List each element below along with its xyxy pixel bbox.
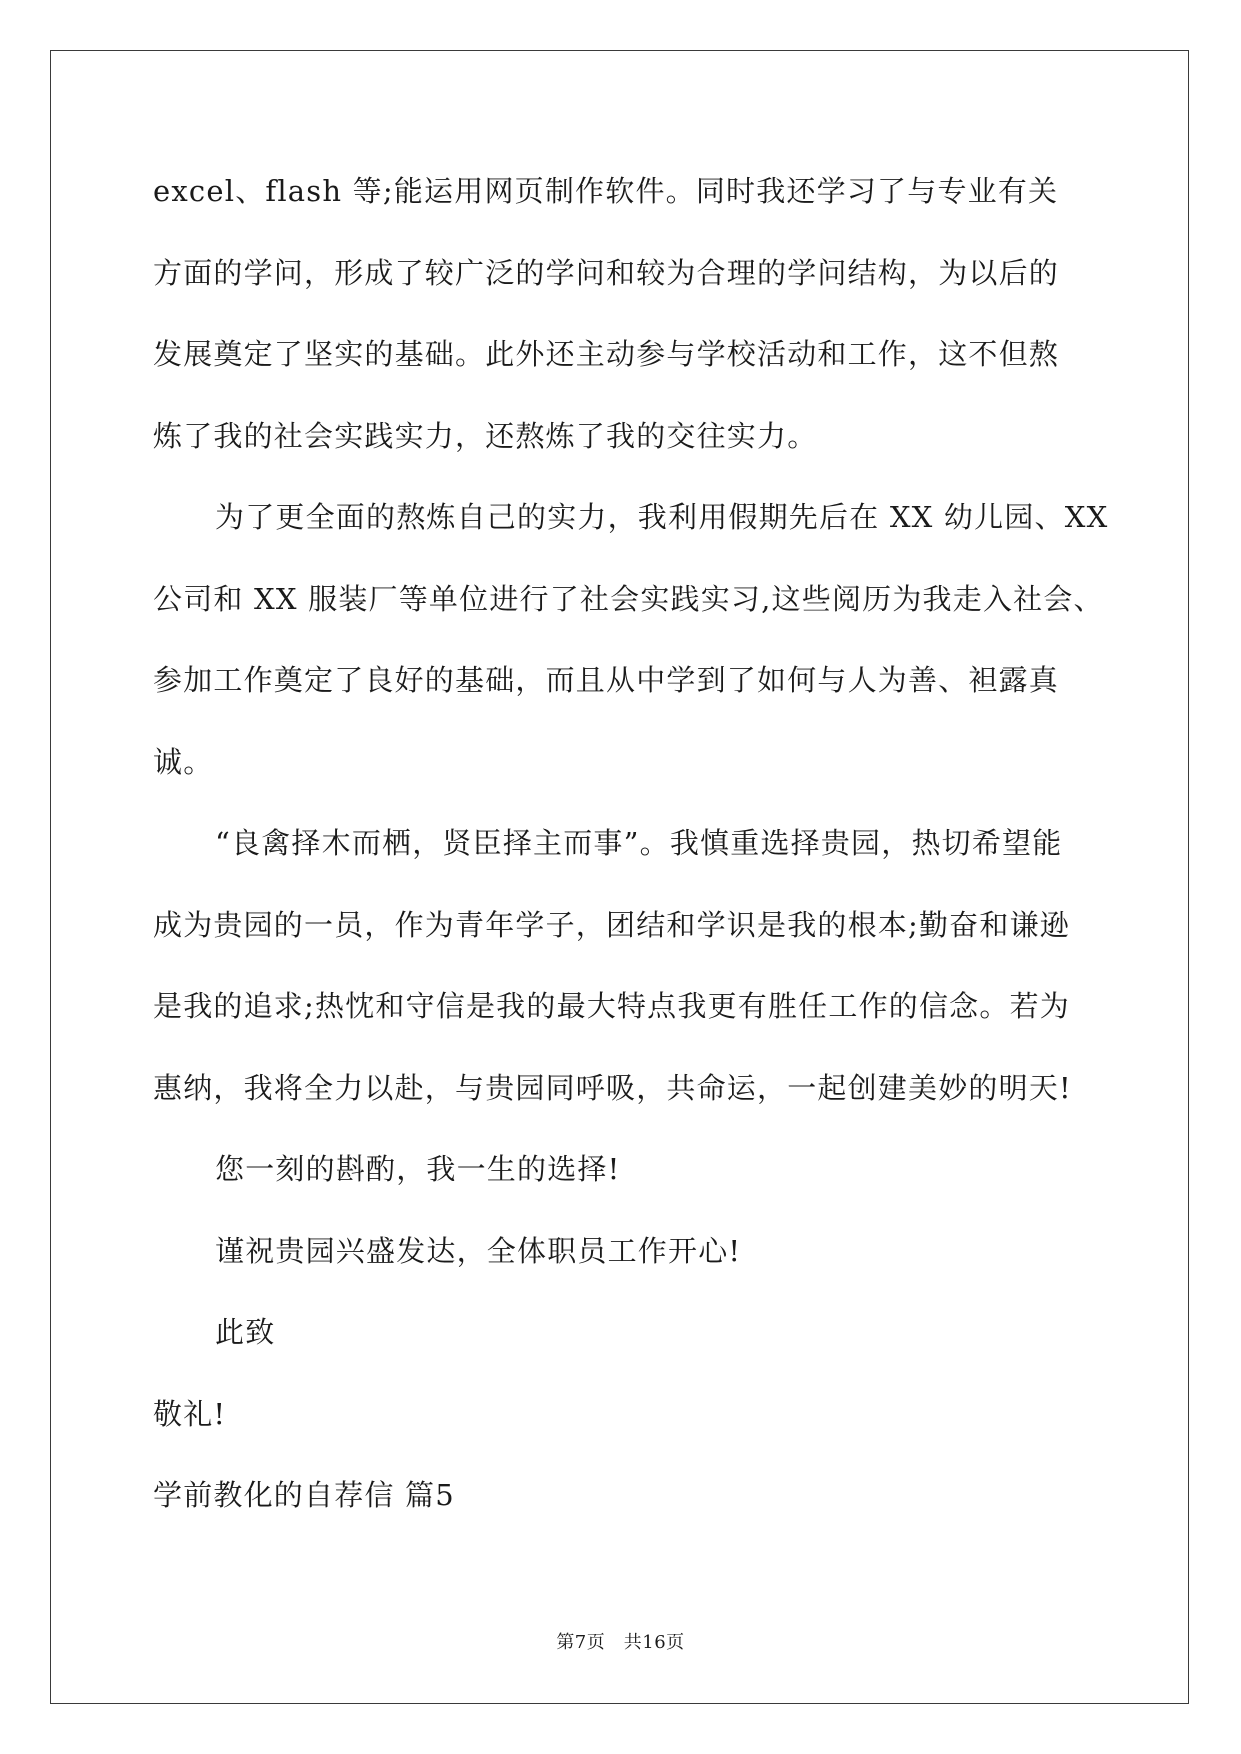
paragraph-line: 炼了我的社会实践实力，还熬炼了我的交往实力。: [153, 418, 818, 453]
paragraph-line: 方面的学问，形成了较广泛的学问和较为合理的学问结构，为以后的: [153, 255, 1060, 290]
paragraph-line: 惠纳，我将全力以赴，与贵园同呼吸，共命运，一起创建美妙的明天!: [153, 1070, 1072, 1105]
closing-line: 此致: [215, 1315, 276, 1349]
paragraph-line: 为了更全面的熬炼自己的实力，我利用假期先后在 XX 幼儿园、XX: [215, 500, 1109, 534]
paragraph-line: 成为贵园的一员，作为青年学子，团结和学识是我的根本;勤奋和谦逊: [153, 907, 1070, 942]
paragraph-line: 您一刻的斟酌，我一生的选择!: [215, 1152, 621, 1186]
paragraph-line: 参加工作奠定了良好的基础，而且从中学到了如何与人为善、袒露真: [153, 663, 1060, 697]
salutation-line: 敬礼!: [153, 1396, 227, 1431]
paragraph-line: 发展奠定了坚实的基础。此外还主动参与学校活动和工作，这不但熬: [153, 337, 1060, 371]
paragraph-line: 诚。: [153, 744, 214, 779]
paragraph-line: 公司和 XX 服装厂等单位进行了社会实践实习,这些阅历为我走入社会、: [153, 581, 1104, 616]
paragraph-line: 是我的追求;热忱和守信是我的最大特点我更有胜任工作的信念。若为: [153, 989, 1070, 1023]
page-number-footer: 第7页 共16页: [556, 1632, 685, 1653]
paragraph-line: 谨祝贵园兴盛发达，全体职员工作开心!: [215, 1233, 742, 1268]
paragraph-line: “良禽择木而栖，贤臣择主而事”。我慎重选择贵园，热切希望能: [215, 826, 1063, 860]
document-body: [153, 151, 1109, 1537]
section-heading: 学前教化的自荐信 篇5: [153, 1478, 455, 1512]
paragraph-line: excel、flash 等;能运用网页制作软件。同时我还学习了与专业有关: [153, 174, 1059, 208]
